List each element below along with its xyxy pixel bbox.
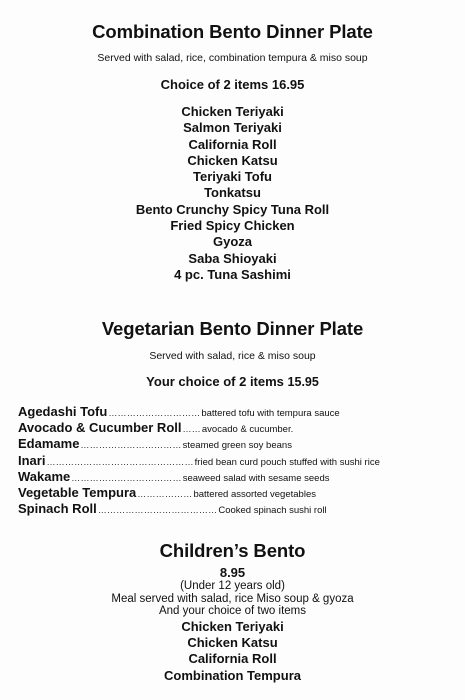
dot-leader: …… (182, 424, 201, 435)
children-item-list (0, 619, 465, 684)
combination-item: California Roll (188, 136, 277, 152)
children-title: Children’s Bento (159, 540, 306, 561)
vegetarian-item-description: seaweed salad with sesame seeds (182, 472, 330, 484)
vegetarian-choice-label: Your choice of 2 items (146, 374, 284, 389)
combination-item: Fried Spicy Chicken (170, 218, 295, 234)
combination-item: Salmon Teriyaki (183, 120, 282, 136)
vegetarian-item-name: Vegetable Tempura (18, 484, 137, 500)
children-choice-note: And your choice of two items (158, 605, 306, 618)
vegetarian-choice (0, 374, 465, 389)
combination-item: Teriyaki Tofu (193, 169, 272, 185)
vegetarian-choice-price: 15.95 (287, 375, 319, 389)
vegetarian-item-name: Spinach Roll (18, 501, 97, 517)
children-served-note: Meal served with salad, rice Miso soup & gyoza (111, 592, 354, 605)
vegetarian-item (18, 501, 458, 517)
combination-item: Chicken Teriyaki (181, 104, 284, 119)
vegetarian-item-description: battered assorted vegetables (193, 488, 316, 500)
vegetarian-item-list (18, 404, 458, 517)
vegetarian-item-name: Avocado & Cucumber Roll (18, 420, 182, 436)
dot-leader: ……………… (137, 488, 193, 499)
vegetarian-item (18, 404, 458, 420)
children-item: Combination Tempura (164, 667, 301, 683)
vegetarian-item-description: steamed green soy beans (182, 440, 292, 452)
combination-item: Tonkatsu (204, 185, 261, 201)
vegetarian-item-description: avocado & cucumber. (201, 424, 294, 436)
children-item: California Roll (188, 651, 277, 667)
vegetarian-item-name: Wakame (18, 468, 71, 484)
combination-item: 4 pc. Tuna Sashimi (174, 266, 291, 282)
combination-item: Chicken Katsu (187, 152, 278, 168)
vegetarian-item (18, 469, 458, 485)
vegetarian-item-description: fried bean curd pouch stuffed with sushi rice (194, 456, 380, 468)
children-notes (0, 580, 465, 618)
vegetarian-item (18, 453, 458, 469)
combination-choice: Choice of 2 items 16.95 (160, 77, 305, 92)
children-item: Chicken Teriyaki (181, 619, 284, 634)
vegetarian-item-name: Inari (18, 452, 46, 468)
vegetarian-item (18, 420, 458, 436)
children-price: 8.95 (219, 565, 246, 580)
vegetarian-item-name: Edamame (18, 436, 80, 452)
combination-subtitle: Served with salad, rice, combination tempura & miso soup (97, 52, 368, 64)
combination-item-list (0, 104, 465, 283)
vegetarian-subtitle: Served with salad, rice & miso soup (149, 350, 316, 362)
combination-title: Combination Bento Dinner Plate (92, 21, 373, 42)
dot-leader: ……………………………… (71, 472, 182, 483)
children-item: Chicken Katsu (187, 635, 278, 651)
dot-leader: …………………………… (80, 440, 182, 451)
combination-item: Bento Crunchy Spicy Tuna Roll (135, 201, 330, 217)
vegetarian-item (18, 436, 458, 452)
vegetarian-item-description: Cooked spinach sushi roll (218, 505, 327, 517)
vegetarian-item-name: Agedashi Tofu (18, 404, 108, 419)
dot-leader: ………………………………………… (46, 456, 194, 467)
vegetarian-title: Vegetarian Bento Dinner Plate (101, 318, 364, 339)
dot-leader: ………………………… (108, 408, 201, 418)
combination-item: Gyoza (212, 234, 252, 250)
vegetarian-item-description: battered tofu with tempura sauce (201, 408, 340, 419)
combination-item: Saba Shioyaki (188, 250, 277, 266)
children-age-note: (Under 12 years old) (180, 580, 285, 592)
vegetarian-item (18, 485, 458, 501)
dot-leader: ………………………………… (97, 505, 218, 516)
